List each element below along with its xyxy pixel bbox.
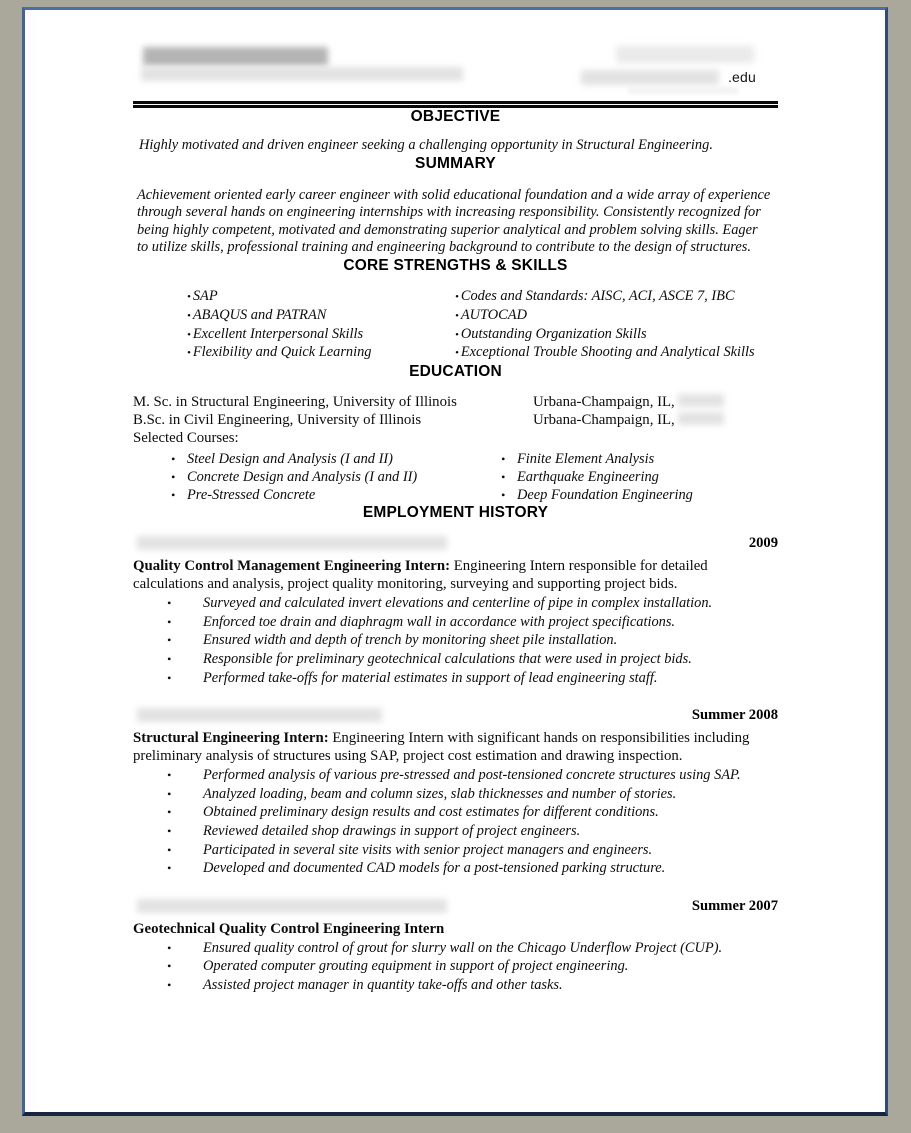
header-divider-rule (133, 101, 778, 108)
objective-text: Highly motivated and driven engineer seeking a challenging opportunity in Structural Engineering. (139, 137, 713, 153)
section-heading-core-strengths: CORE STRENGTHS & SKILLS (343, 256, 568, 274)
candidate-phone-redacted (616, 46, 754, 63)
list-item (133, 803, 778, 822)
location-label: Urbana-Champaign, IL, (533, 394, 675, 411)
bullet-icon: • (455, 347, 459, 360)
education-entry (133, 393, 778, 411)
bullet-icon: • (167, 823, 172, 838)
list-item (133, 785, 778, 804)
bullet-icon: • (167, 614, 172, 629)
bullet-icon: • (187, 347, 191, 360)
employment-entry-header (133, 898, 778, 916)
bullet-icon: • (167, 786, 172, 801)
candidate-address-redacted (141, 67, 463, 81)
graduation-date-redacted (678, 412, 724, 425)
skill-label: Flexibility and Quick Learning (192, 344, 372, 361)
skill-label: Exceptional Trouble Shooting and Analytical Skills (460, 344, 755, 361)
employment-entry (133, 898, 778, 995)
course-label: Steel Design and Analysis (I and II) (187, 451, 393, 468)
list-item (133, 957, 778, 976)
graduation-date-redacted (678, 394, 724, 407)
list-item (133, 841, 778, 860)
skill-label: Outstanding Organization Skills (460, 325, 647, 342)
core-strengths-left-column (133, 288, 443, 363)
employer-name-redacted (137, 536, 447, 550)
course-label: Earthquake Engineering (517, 469, 659, 486)
list-item (501, 486, 778, 504)
list-item (133, 822, 778, 841)
section-heading-objective: OBJECTIVE (410, 108, 501, 125)
bullet-icon: • (167, 651, 172, 666)
courses-right-column (493, 450, 778, 504)
bullet-text: Ensured quality control of grout for slurry wall on the Chicago Underflow Project (CUP). (203, 939, 723, 956)
list-item (501, 450, 778, 468)
header-artifact (628, 87, 738, 94)
employment-role-description (133, 557, 778, 593)
education-location (533, 393, 724, 411)
bullet-icon: • (455, 328, 459, 341)
list-item (187, 288, 443, 307)
course-label: Concrete Design and Analysis (I and II) (187, 469, 418, 486)
bullet-text: Developed and documented CAD models for a post-tensioned parking structure. (203, 860, 666, 877)
candidate-email-redacted (581, 70, 719, 85)
list-item (133, 669, 778, 688)
job-description: Engineering Intern with significant hands on responsibilities including preliminary analysis of structures using SAP, project cost estimation and drawing inspection. (133, 730, 750, 765)
bullet-text: Operated computer grouting equipment in support of project engineering. (203, 958, 629, 975)
education-entry (133, 411, 778, 429)
list-item (133, 594, 778, 613)
employment-role-description (133, 920, 778, 938)
bullet-icon: • (167, 861, 172, 876)
list-item (133, 859, 778, 878)
bullet-icon: • (501, 452, 506, 467)
employment-date: Summer 2008 (691, 707, 778, 724)
employment-entry-header (133, 707, 778, 725)
list-item (455, 307, 778, 326)
list-item (133, 613, 778, 632)
bullet-icon: • (187, 309, 191, 322)
employment-entry (133, 707, 778, 878)
candidate-email (581, 69, 756, 87)
bullet-text: Reviewed detailed shop drawings in support of project engineers. (203, 822, 581, 839)
employment-date: 2009 (748, 535, 778, 552)
email-domain-suffix: .edu (727, 69, 756, 85)
bullet-icon: • (167, 596, 172, 611)
course-label: Finite Element Analysis (517, 451, 655, 468)
job-description: Engineering Intern responsible for detailed calculations and analysis, project quality monitoring, surveying and supporting project bids. (133, 558, 708, 593)
bullet-icon: • (167, 959, 172, 974)
resume-header (133, 43, 778, 99)
bullet-icon: • (167, 670, 172, 685)
list-item (133, 939, 778, 958)
employment-bullets (133, 939, 778, 995)
course-label: Pre-Stressed Concrete (187, 487, 316, 504)
skill-label: ABAQUS and PATRAN (192, 306, 327, 323)
employment-date: Summer 2007 (691, 897, 778, 914)
course-label: Deep Foundation Engineering (517, 487, 693, 504)
skill-label: Codes and Standards: AISC, ACI, ASCE 7, IBC (460, 287, 735, 304)
core-strengths-columns (133, 288, 778, 363)
degree-label: M. Sc. in Structural Engineering, University of Illinois (133, 394, 457, 411)
bullet-icon: • (501, 488, 506, 503)
list-item (171, 486, 493, 504)
bullet-icon: • (167, 805, 172, 820)
list-item (187, 307, 443, 326)
employer-name-redacted (137, 708, 382, 722)
bullet-icon: • (171, 470, 176, 485)
employment-entry-header (133, 535, 778, 553)
skill-label: AUTOCAD (460, 306, 527, 323)
list-item (187, 326, 443, 345)
bullet-text: Obtained preliminary design results and cost estimates for different conditions. (203, 804, 659, 821)
page-frame (22, 7, 888, 1116)
bullet-text: Analyzed loading, beam and column sizes, slab thicknesses and number of stories. (203, 785, 677, 802)
bullet-icon: • (167, 633, 172, 648)
list-item (455, 288, 778, 307)
education-entries (133, 393, 778, 447)
job-title: Quality Control Management Engineering Intern: (133, 558, 451, 575)
selected-courses-label: Selected Courses: (133, 430, 239, 447)
section-heading-summary: SUMMARY (415, 154, 496, 172)
bullet-icon: • (455, 309, 459, 322)
selected-courses-columns (133, 450, 778, 504)
degree-label: B.Sc. in Civil Engineering, University of Illinois (133, 412, 422, 429)
list-item (187, 344, 443, 363)
location-label: Urbana-Champaign, IL, (533, 412, 675, 429)
list-item (133, 631, 778, 650)
job-title: Geotechnical Quality Control Engineering Intern (133, 920, 445, 937)
skill-label: SAP (192, 287, 218, 304)
bullet-icon: • (167, 842, 172, 857)
bullet-icon: • (455, 290, 459, 303)
employment-bullets (133, 766, 778, 878)
skill-label: Excellent Interpersonal Skills (192, 325, 364, 342)
candidate-name-redacted (143, 47, 328, 66)
education-location (533, 411, 724, 429)
list-item (501, 468, 778, 486)
list-item (133, 976, 778, 995)
bullet-text: Enforced toe drain and diaphragm wall in accordance with project specifications. (203, 613, 676, 630)
section-heading-education: EDUCATION (409, 363, 502, 381)
employer-name-redacted (137, 899, 447, 913)
bullet-icon: • (187, 290, 191, 303)
bullet-icon: • (171, 488, 176, 503)
bullet-icon: • (167, 768, 172, 783)
bullet-icon: • (501, 470, 506, 485)
page-content (133, 43, 778, 994)
bullet-text: Ensured width and depth of trench by monitoring sheet pile installation. (203, 632, 618, 649)
bullet-text: Performed analysis of various pre-stressed and post-tensioned concrete structures using SAP. (203, 767, 741, 784)
bullet-text: Assisted project manager in quantity take-offs and other tasks. (203, 976, 563, 993)
summary-paragraph: Achievement oriented early career engineer with solid educational foundation and a wide array of experience through several hands on engineering internships with increasing responsibility. Consistently recognized for being highly competent, motivated and demonstrating superior analytical and problem solving skills. Eager to utilize skills, professional training and engineering background to contribute to the design of structures. (137, 186, 771, 256)
list-item (133, 650, 778, 669)
list-item (133, 766, 778, 785)
courses-left-column (133, 450, 493, 504)
core-strengths-right-column (443, 288, 778, 363)
bullet-icon: • (187, 328, 191, 341)
list-item (455, 344, 778, 363)
list-item (171, 468, 493, 486)
list-item (455, 326, 778, 345)
employment-role-description (133, 729, 778, 765)
job-title: Structural Engineering Intern: (133, 730, 329, 747)
bullet-icon: • (171, 452, 176, 467)
bullet-text: Responsible for preliminary geotechnical calculations that were used in project bids. (203, 650, 692, 667)
bullet-text: Performed take-offs for material estimates in support of lead engineering staff. (203, 669, 658, 686)
bullet-text: Surveyed and calculated invert elevations and centerline of pipe in complex installation. (203, 595, 713, 612)
bullet-text: Participated in several site visits with senior project managers and engineers. (203, 841, 653, 858)
employment-entry (133, 535, 778, 687)
bullet-icon: • (167, 940, 172, 955)
list-item (171, 450, 493, 468)
bullet-icon: • (167, 977, 172, 992)
resume-page (25, 10, 885, 1112)
employment-bullets (133, 594, 778, 687)
section-heading-employment-history: EMPLOYMENT HISTORY (362, 504, 549, 522)
